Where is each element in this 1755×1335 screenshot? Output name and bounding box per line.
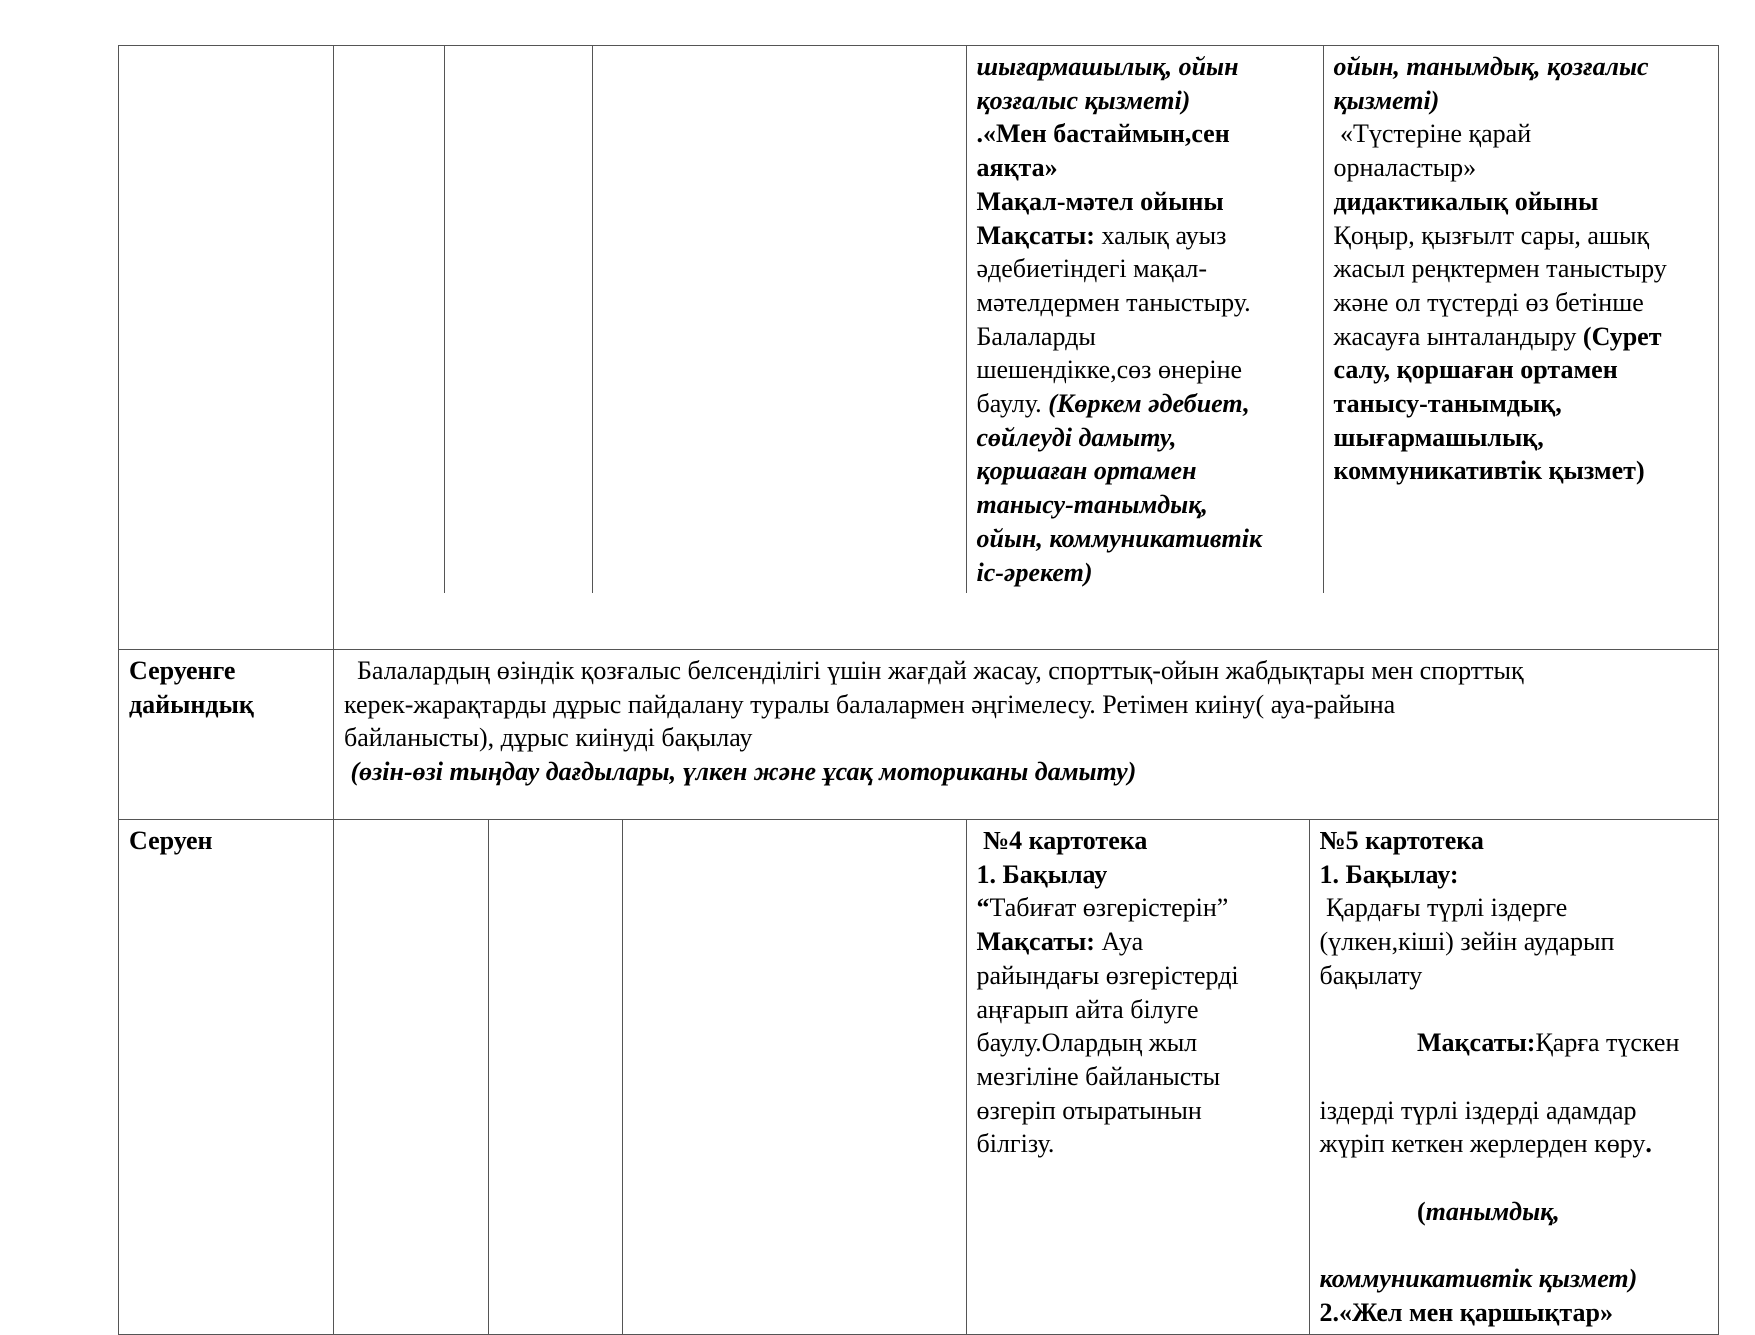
- activity-note: сөйлеуді дамыту,: [976, 422, 1177, 452]
- activity-row: [119, 46, 1719, 650]
- goal-text: баулу.Олардың жыл: [976, 1028, 1198, 1058]
- game-title: 2.«Жел мен қаршықтар»: [1319, 1297, 1613, 1327]
- activity-note: танысу-танымдық,: [1333, 389, 1562, 419]
- walk-label: Серуен: [119, 820, 334, 1335]
- row-label-empty: [119, 46, 334, 650]
- goal-text: халық ауыз: [1094, 220, 1227, 250]
- game-title: аяқта»: [976, 153, 1058, 183]
- activity-note: танымдық,: [1425, 1196, 1560, 1226]
- activity-nested-table: [334, 46, 1719, 593]
- observation-title: 1. Бақылау: [976, 859, 1108, 889]
- empty-cell-a: [334, 46, 444, 593]
- activity-note: салу, қоршаған ортамен: [1333, 355, 1618, 385]
- goal-text: Ауа: [1094, 927, 1144, 957]
- goal-label: Мақсаты:: [976, 220, 1095, 250]
- text-line: жасауға ынталандыру: [1333, 321, 1583, 351]
- goal-text: баулу.: [976, 389, 1049, 419]
- walk-prep-text: [334, 650, 1719, 820]
- observation-topic: Табиғат өзгерістерін”: [989, 893, 1229, 923]
- empty-cell-b: [488, 820, 622, 1334]
- activity-note: коммуникативтік қызмет): [1319, 1264, 1638, 1294]
- text-line: ойын, танымдық, қозғалыс: [1333, 52, 1649, 81]
- goal-text: шешендікке,сөз өнеріне: [976, 355, 1243, 385]
- observation-topic: Қардағы түрлі іздерге: [1319, 893, 1568, 923]
- activity-note: коммуникативтік қызмет): [1333, 456, 1645, 486]
- goal-text: мезгіліне байланысты: [976, 1061, 1221, 1091]
- walk-prep-label: Серуенге дайындық: [119, 650, 334, 820]
- game-type: дидактикалық ойыны: [1333, 186, 1599, 216]
- walk-cell-d: №4 картотека 1. Бақылау “Табиғат өзгерістерін” Мақсаты: Ауа райындағы өзгерістерді аңғарып айта білуге баулу.Олардың жыл мезгіліне байланысты өзгеріп отыратынын білгізу.: [966, 820, 1309, 1334]
- activity-cell-e: [1323, 46, 1719, 593]
- text-line: Қоңыр, қызғылт сары, ашық: [1333, 220, 1650, 250]
- goal-text: білгізу.: [976, 1129, 1055, 1159]
- goal-text: райындағы өзгерістерді: [976, 960, 1239, 990]
- schedule-table: [118, 45, 1719, 1335]
- game-type: Мақал-мәтел ойыны: [976, 186, 1224, 216]
- text-line: шығармашылық, ойын: [976, 52, 1239, 81]
- activity-cell-d: [966, 46, 1323, 593]
- card-title: №5 картотека: [1319, 826, 1484, 855]
- walk-columns: [334, 820, 1719, 1335]
- observation-topic: бақылату: [1319, 960, 1423, 990]
- walk-nested-table: [334, 820, 1719, 1334]
- empty-cell-b: [444, 46, 592, 593]
- walk-row: [119, 820, 1719, 1335]
- game-title: .«Мен бастаймын,сен: [976, 119, 1230, 149]
- goal-text: Қарға түскен: [1535, 1028, 1680, 1058]
- text-line: байланысты), дұрыс киінуді бақылау: [344, 723, 753, 753]
- goal-text: әдебиетіндегі мақал-: [976, 254, 1207, 284]
- text-line: қызметі): [1333, 85, 1440, 115]
- skills-note: (өзін-өзі тыңдау дағдылары, үлкен және ұсақ моториканы дамыту): [344, 757, 1137, 787]
- text-line: керек-жарақтарды дұрыс пайдалану туралы балалармен әңгімелесу. Ретімен киіну( ауа-райына: [344, 689, 1396, 719]
- goal-text: өзгеріп отыратынын: [976, 1095, 1202, 1125]
- text-line: және ол түстерді өз бетінше: [1333, 287, 1644, 317]
- game-title: орналастыр»: [1333, 153, 1477, 183]
- activity-columns: [334, 46, 1719, 650]
- activity-note: ойын, коммуникативтік: [976, 523, 1263, 553]
- goal-text: Балаларды: [976, 321, 1096, 351]
- goal-label: Мақсаты:: [1410, 1028, 1536, 1058]
- goal-label: Мақсаты:: [976, 927, 1095, 957]
- text-line: қозғалыс қызметі): [976, 85, 1191, 115]
- walk-cell-e: №5 картотека 1. Бақылау: Қардағы түрлі іздерге (үлкен,кіші) зейін аударып бақылату Мақсаты:Қарға түскен іздерді түрлі іздерді адамдар жүріп кеткен жерлерден көру. (танымдық, коммуникативтік қызмет) 2.«Жел мен қаршықтар»: [1309, 820, 1719, 1334]
- observation-topic: (үлкен,кіші) зейін аударып: [1319, 927, 1615, 957]
- activity-note: (Сурет: [1582, 321, 1662, 351]
- game-title: «Түстеріне қарай: [1333, 119, 1532, 149]
- goal-text: мәтелдермен таныстыру.: [976, 287, 1251, 317]
- goal-text: жүріп кеткен жерлерден көру: [1319, 1129, 1646, 1159]
- walk-prep-row: [119, 650, 1719, 820]
- empty-cell-a: [334, 820, 488, 1334]
- activity-note: танысу-танымдық,: [976, 490, 1208, 520]
- activity-note: іс-әрекет): [976, 557, 1093, 587]
- activity-note: шығармашылық,: [1333, 422, 1544, 452]
- activity-note: қоршаған ортамен: [976, 456, 1197, 486]
- text-line: Балалардың өзіндік қозғалыс белсенділігі үшін жағдай жасау, спорттық-ойын жабдықтары мен спорттық: [344, 656, 1524, 685]
- observation-title: 1. Бақылау:: [1319, 859, 1459, 889]
- empty-cell-c: [592, 46, 966, 593]
- activity-note: (Көркем әдебиет,: [1048, 389, 1250, 419]
- goal-text: аңғарып айта білуге: [976, 994, 1199, 1024]
- goal-text: іздерді түрлі іздерді адамдар: [1319, 1095, 1637, 1125]
- text-line: жасыл реңктермен таныстыру: [1333, 254, 1667, 284]
- card-title: №4 картотека: [976, 826, 1148, 855]
- empty-cell-c: [622, 820, 966, 1334]
